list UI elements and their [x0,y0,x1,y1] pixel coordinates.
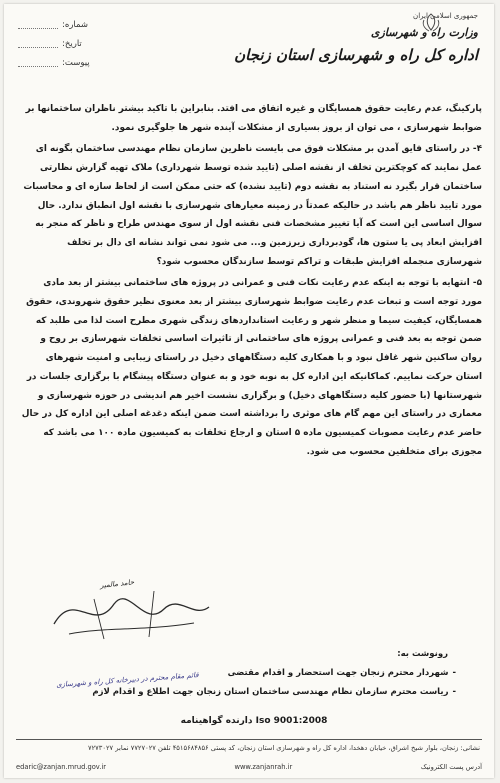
republic-name: جمهوری اسلامی ایران [413,12,478,20]
footer-divider [16,739,482,740]
number-label: شماره: [62,20,89,30]
attachment-field [18,54,58,67]
cc-item-text: ریاست محترم سازمان نظام مهندسی ساختمان استان زنجان جهت اطلاع و اقدام لازم [92,687,449,697]
number-row [18,16,108,35]
date-row [18,35,108,54]
number-field [18,16,58,29]
letter-page [4,4,494,778]
footer-email[interactable]: edaric@zanjan.mrud.gov.ir [16,763,106,771]
date-field [18,35,58,48]
handwritten-note: قائم مقام محترم در دبیرخانه کل راه و شهرسازی [55,671,199,689]
directorate-name: اداره کل راه و شهرسازی استان زنجان [234,46,478,64]
signature-icon [34,579,224,649]
bullet-icon: - [452,687,456,697]
footer-website[interactable]: www.zanjanrah.ir [234,763,293,771]
letter-meta [18,16,108,73]
attachment-label: پیوست: [62,58,90,68]
ministry-name: وزارت راه و شهرسازی [370,26,478,39]
signatory-name: حامد مالمیر [99,578,135,590]
attachment-row [18,54,108,73]
letter-body [20,100,482,461]
iso-certificate: دارنده گواهینامه Iso 9001:2008 [180,716,328,726]
paragraph-4: ۴- در راستای فایق آمدن بر مشکلات فوق می بایست ناظرین سازمان نظام مهندسی ساختمان بگونه ای عمل نمایند که کوچکترین تخلف از نقشه اصلی (تایید شده توسط شهرداری) ملاک تهیه گزارش نظارتی ساختمان قرار بگیرد نه استناد به نقشه دوم (تایید نشده) که حتی ممکن است از لحاظ سازه ای و محاسبات مورد تایید ناظر هم باشد در حالیکه عمدتاً در زمینه معیارهای شهرسازی با نقشه اول انطباق ندارد. حال سوال اساسی این است که آیا تغییر مشخصات فنی نقشه اول از سوی مهندس طراح و ناظر که منجر به افزایش ابعاد پی یا ستون ها، گودبرداری زیرزمین و... می شود نمی تواند نشانه ای دال بر تخلف شهرسازی منجمله افزایش طبقات و تراکم توسط سازندگان محسوب شود؟ [23,144,482,267]
date-label: تاریخ: [62,39,82,49]
footer-web-note: آدرس پست الکترونیک [420,763,482,771]
intro-paragraph: پارکینگ، عدم رعایت حقوق همسایگان و غیره اتفاق می افتد. بنابراین با تاکید بیشتر ناظران ساختمانها بر ضوابط شهرسازی ، می توان از بروز بسیاری از مشکلات آینده شهر ها جلوگیری نمود. [25,104,482,133]
footer-contact [16,763,482,771]
bullet-icon: - [452,668,456,678]
cc-title: رونوشت به: [397,649,448,659]
cc-item-text: شهردار محترم زنجان جهت استحضار و اقدام مقتضی [227,668,449,678]
footer-address: نشانی: زنجان، بلوار شیخ اشراق، خیابان دهخدا، اداره کل راه و شهرسازی استان زنجان، کد پستی ۴۵۱۵۶۸۴۸۵۶ تلفن ۷۷۲۷۰۲۷ نمابر ۷۲۷۳۰۲۷ [88,744,480,752]
paragraph-5: ۵- انتهایه با توجه به اینکه عدم رعایت نکات فنی و عمرانی در پروژه های ساختمانی بیشتر از بعد مادی مورد توجه است و تبعات عدم رعایت ضوابط شهرسازی بیشتر از بعد معنوی نظیر حقوق شهروندی، حقوق همسایگان، کیفیت سیما و منظر شهر و رعایت استانداردهای زندگی شهری مطرح است لذا می طلبد که ضمن توجه به بعد فنی و عمرانی پروژه های ساختمانی از تاثیرات اساسی تخلفات شهرسازی بر روح و روان ساکنین شهر غافل نبود و با همکاری کلیه دستگاههای دخیل در راستای زیبایی و امنیت شهرهای استان حرکت نماییم. کماکانیکه این اداره کل به نوبه خود و به عنوان دستگاه پیشگام با برگزاری جلسات در شهرستانها (با حضور کلیه دستگاههای دخیل) و برگزاری نشست اخیر هم اندیشی در حوزه شهرسازی و معماری در راستای این مهم گام های موثری را برداشته است ضمن اینکه دغدغه اصلی این اداره کل در حال حاضر عدم رعایت مصوبات کمیسیون ماده ۵ استان و ارجاع تخلفات به کمیسیون ماده ۱۰۰ می باشد که مجوزی برای متخلفین محسوب می شود. [21,278,482,457]
